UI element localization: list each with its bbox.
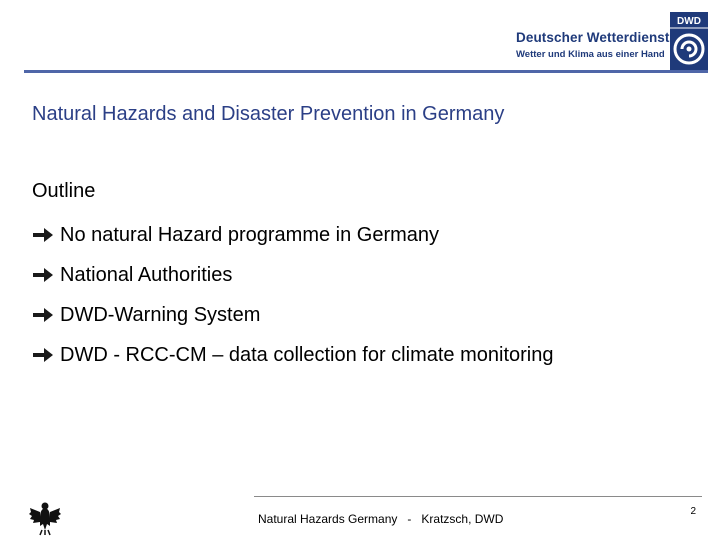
bullet-text: National Authorities: [60, 263, 233, 286]
arrow-right-icon: [32, 227, 54, 243]
bullet-text: DWD-Warning System: [60, 303, 261, 326]
arrow-right-icon: [32, 307, 54, 323]
org-name: Deutscher Wetterdienst: [516, 30, 670, 45]
logo-badge-text: DWD: [677, 16, 701, 27]
arrow-right-icon: [32, 347, 54, 363]
footer-separator: -: [407, 512, 412, 526]
footer-left-text: Natural Hazards Germany: [258, 512, 398, 526]
footer-caption: [258, 512, 503, 526]
outline-heading: Outline: [32, 180, 96, 202]
org-tagline: Wetter und Klima aus einer Hand: [516, 49, 665, 60]
arrow-right-icon: [32, 267, 54, 283]
dwd-spiral-icon: [670, 12, 708, 70]
header-divider: [24, 70, 708, 73]
footer-right-text: Kratzsch, DWD: [421, 512, 504, 526]
list-item: [32, 222, 553, 248]
outline-list: [32, 222, 553, 382]
footer-divider: [254, 496, 702, 497]
dwd-logo: [516, 12, 708, 68]
page-number: 2: [690, 506, 696, 517]
bullet-text: No natural Hazard programme in Germany: [60, 223, 440, 246]
federal-eagle-icon: [28, 500, 62, 536]
list-item: [32, 262, 553, 288]
list-item: [32, 302, 553, 328]
slide-title: Natural Hazards and Disaster Prevention in Germany: [32, 103, 505, 125]
list-item: [32, 342, 553, 368]
bullet-text: DWD - RCC-CM – data collection for climate monitoring: [60, 343, 554, 366]
